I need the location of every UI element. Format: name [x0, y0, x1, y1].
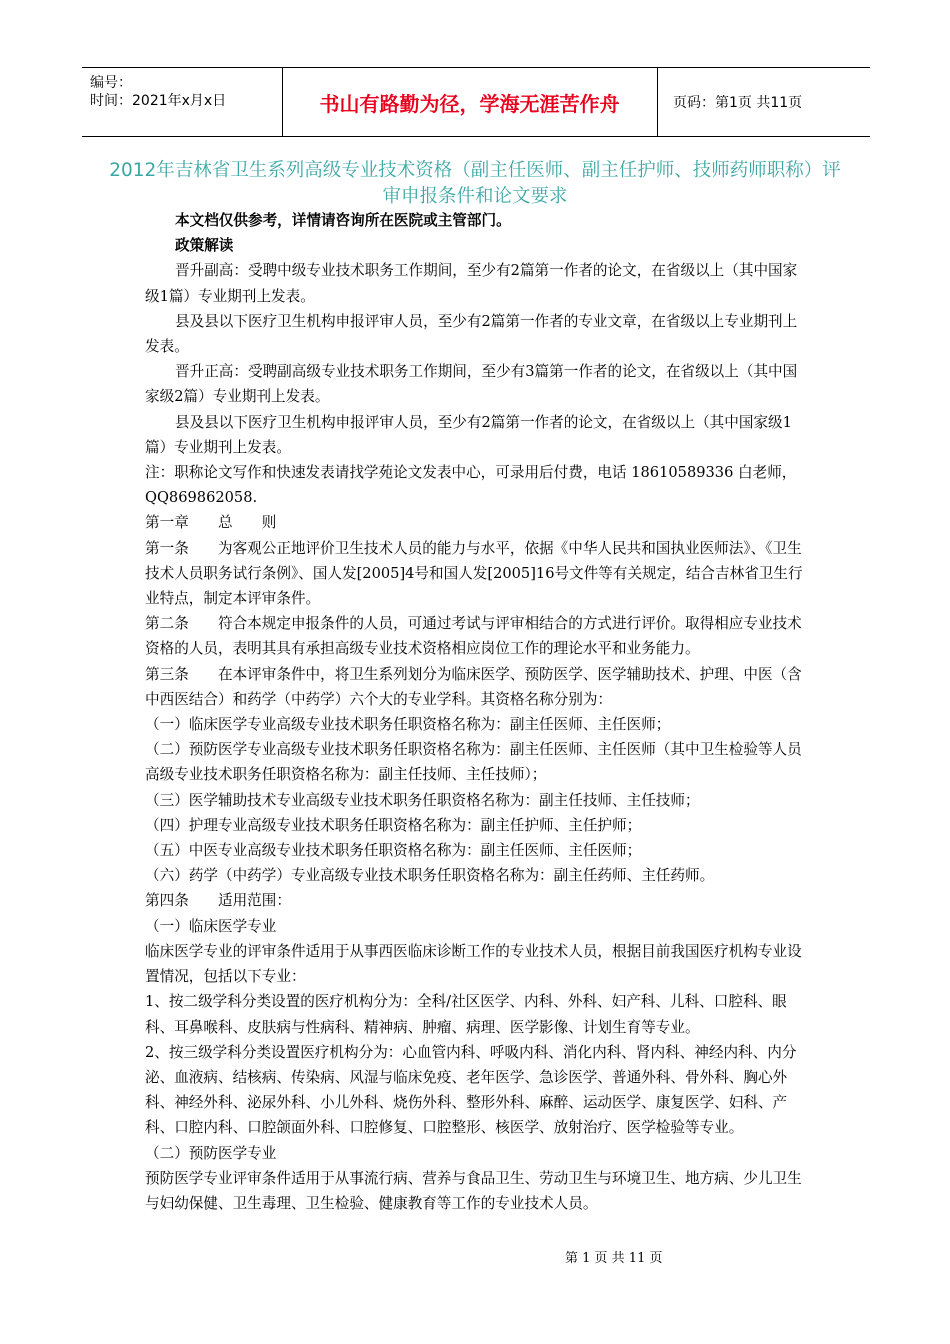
list-item: （一）临床医学专业高级专业技术职务任职资格名称为：副主任医师、主任医师；: [145, 716, 671, 734]
article-paragraph: 第三条 在本评审条件中，将卫生系列划分为临床医学、预防医学、医学辅助技术、护理、中医（含中西医结合）和药学（中药学）六个大的专业学科。其资格名称分别为：: [145, 665, 802, 708]
header-page-info-text: 页码：第1页 共11页: [673, 95, 803, 111]
header-meta: [82, 68, 282, 136]
list-item: （二）预防医学专业高级专业技术职务任职资格名称为：副主任医师、主任医师（其中卫生检验等人员高级专业技术职务任职资格名称为：副主任技师、主任技师）；: [145, 741, 802, 784]
header-motto: 书山有路勤为径，学海无涯苦作舟: [319, 91, 620, 116]
subsection-heading: （一）临床医学专业: [145, 917, 277, 935]
paragraph: 1、按二级学科分类设置的医疗机构分为：全科/社区医学、内科、外科、妇产科、儿科、口腔科、眼科、耳鼻喉科、皮肤病与性病科、精神病、肿瘤、病理、医学影像、计划生育等专业。: [145, 993, 787, 1036]
paragraph: 2、按三级学科分类设置医疗机构分为：心血管内科、呼吸内科、消化内科、肾内科、神经内科、内分泌、血液病、结核病、传染病、风湿与临床免疫、老年医学、急诊医学、普通外科、骨外科、胸心外科、神经外科、泌尿外科、小儿外科、烧伤外科、整形外科、麻醉、运动医学、康复医学、妇科、产科、口腔内科、口腔颌面外科、口腔修复、口腔整形、核医学、放射治疗、医学检验等专业。: [145, 1043, 797, 1137]
list-item: （五）中医专业高级专业技术职务任职资格名称为：副主任医师、主任医师；: [145, 842, 642, 860]
header-number-label: 编号：: [90, 75, 132, 91]
paragraph: 晋升正高：受聘副高级专业技术职务工作期间，至少有3篇第一作者的论文，在省级以上（其中国家级2篇）专业期刊上发表。: [145, 363, 798, 406]
article-paragraph: 第四条 适用范围：: [145, 892, 291, 910]
chapter-heading: 第一章 总 则: [145, 514, 277, 532]
paragraph: 晋升副高：受聘中级专业技术职务工作期间，至少有2篇第一作者的论文，在省级以上（其中国家级1篇）专业期刊上发表。: [145, 262, 798, 305]
article-paragraph: 第二条 符合本规定申报条件的人员，可通过考试与评审相结合的方式进行评价。取得相应专业技术资格的人员，表明其具有承担高级专业技术资格相应岗位工作的理论水平和业务能力。: [145, 615, 802, 658]
subsection-heading: （二）预防医学专业: [145, 1144, 277, 1162]
list-item: （三）医学辅助技术专业高级专业技术职务任职资格名称为：副主任技师、主任技师；: [145, 791, 700, 809]
document-body: [145, 208, 810, 1216]
section-heading: 政策解读: [175, 237, 234, 255]
paragraph: 县及县以下医疗卫生机构申报评审人员，至少有2篇第一作者的论文，在省级以上（其中国家级1篇）专业期刊上发表。: [145, 413, 792, 456]
paragraph: 预防医学专业评审条件适用于从事流行病、营养与食品卫生、劳动卫生与环境卫生、地方病、少儿卫生与妇幼保健、卫生毒理、卫生检验、健康教育等工作的专业技术人员。: [145, 1169, 802, 1212]
header-page-info: [665, 68, 870, 136]
article-paragraph: 第一条 为客观公正地评价卫生技术人员的能力与水平，依据《中华人民共和国执业医师法》、《卫生技术人员职务试行条例》、国人发[2005]4号和国人发[2005]16号文件等有关规定，结合吉林省卫生行业特点，制定本评审条件。: [145, 539, 803, 608]
list-item: （四）护理专业高级专业技术职务任职资格名称为：副主任护师、主任护师；: [145, 816, 642, 834]
header-date: 时间：2021年x月x日: [90, 93, 227, 109]
list-item: （六）药学（中药学）专业高级专业技术职务任职资格名称为：副主任药师、主任药师。: [145, 867, 715, 885]
note-paragraph: 注：职称论文写作和快速发表请找学苑论文发表中心，可录用后付费，电话 18610589336 白老师，QQ869862058.: [145, 464, 797, 507]
page-footer: 第 1 页 共 11 页: [565, 1251, 663, 1266]
paragraph: 临床医学专业的评审条件适用于从事西医临床诊断工作的专业技术人员，根据目前我国医疗机构专业设置情况，包括以下专业：: [145, 942, 802, 986]
paragraph: 县及县以下医疗卫生机构申报评审人员，至少有2篇第一作者的专业文章，在省级以上专业期刊上发表。: [145, 312, 798, 356]
document-header: [82, 67, 870, 137]
disclaimer: 本文档仅供参考，详情请咨询所在医院或主管部门。: [175, 212, 511, 229]
document-title: 2012年吉林省卫生系列高级专业技术资格（副主任医师、副主任护师、技师药师职称）评审申报条件和论文要求: [109, 160, 841, 207]
header-divider: [657, 68, 658, 136]
